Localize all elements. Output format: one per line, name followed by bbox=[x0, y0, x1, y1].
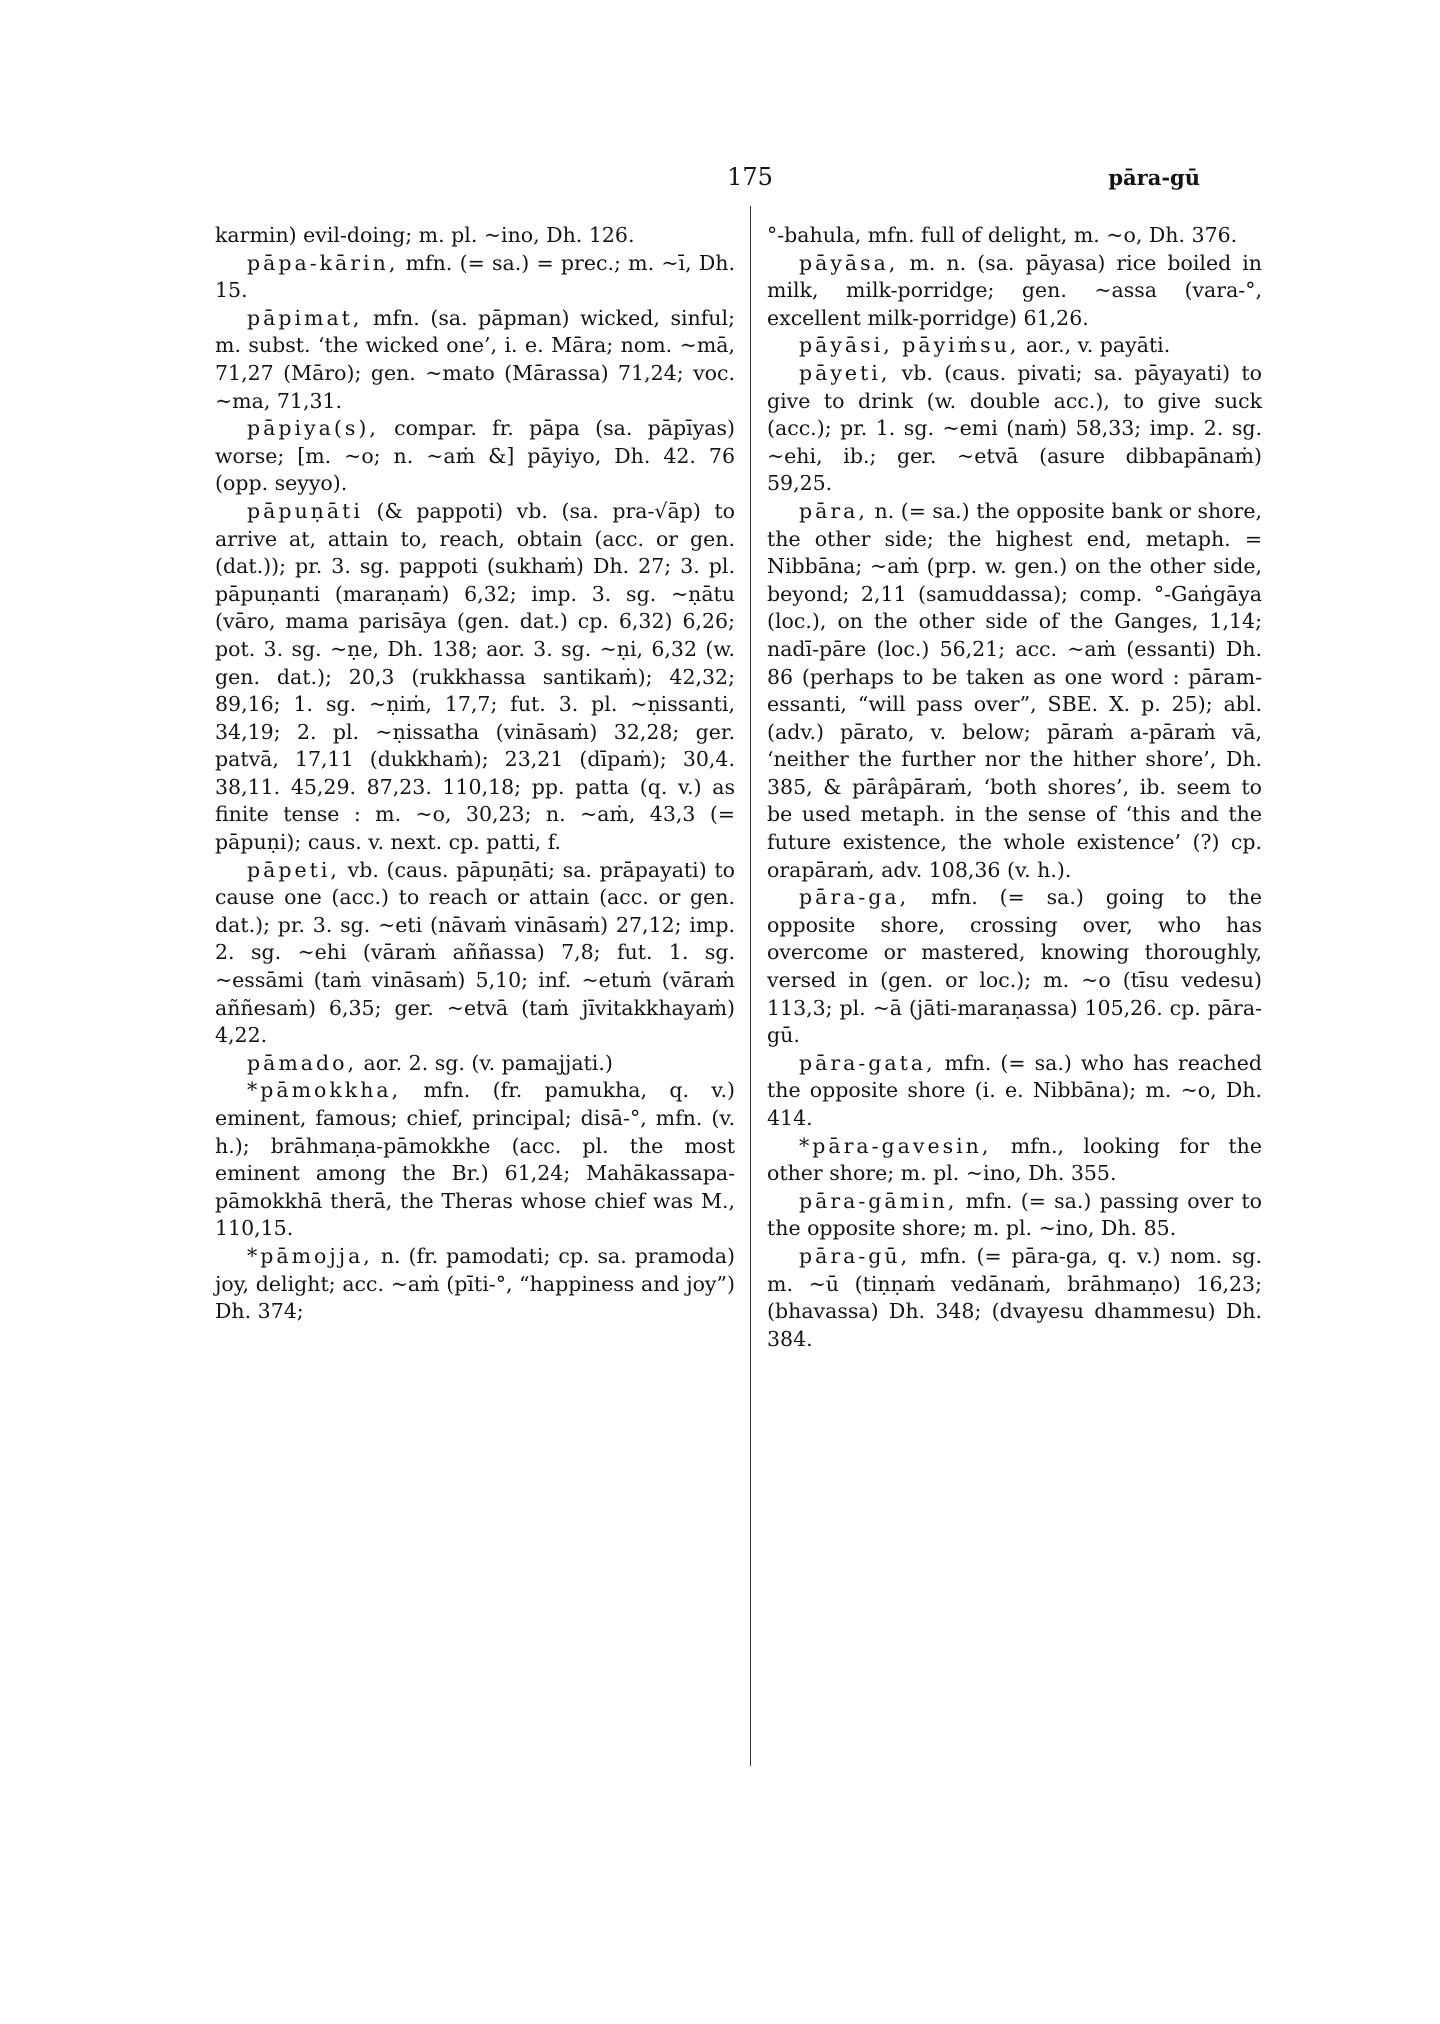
dictionary-entry bbox=[767, 222, 1262, 250]
entry-text: mfn. (= sa.) who has reached the opposite shore (i. e. Nibbāna); m. ~o, Dh. 414. bbox=[767, 1050, 1262, 1130]
entry-headword: pāra-gāmin, bbox=[799, 1188, 958, 1213]
entry-text: (& pappoti) vb. (sa. pra-√āp) to arrive at, attain to, reach, obtain (acc. or gen. (dat.)); pr. 3. sg. pappoti (sukhaṁ) Dh. 27; 3. pl. pāpuṇanti (maraṇaṁ) 6,32; imp. 3. sg. ~ṇātu (vāro, mama parisāya (gen. dat.) cp. 6,32) 6,26; pot. 3. sg. ~ṇe, Dh. 138; aor. 3. sg. ~ṇi, 6,32 (w. gen. dat.); 20,3 (rukkhassa santikaṁ); 42,32; 89,16; 1. sg. ~ṇiṁ, 17,7; fut. 3. pl. ~ṇissanti, 34,19; 2. pl. ~ṇissatha (vināsaṁ) 32,28; ger. patvā, 17,11 (dukkhaṁ); 23,21 (dīpaṁ); 30,4. 38,11. 45,29. 87,23. 110,18; pp. patta (q. v.) as finite tense : m. ~o, 30,23; n. ~aṁ, 43,3 (= pāpuṇi); caus. v. next. cp. patti, f. bbox=[215, 498, 735, 855]
dictionary-entry bbox=[767, 250, 1262, 333]
dictionary-entry bbox=[767, 332, 1262, 360]
entry-text: mfn. (sa. pāpman) wicked, sinful; m. subst. ‘the wicked one’, i. e. Māra; nom. ~mā, 71,27 (Māro); gen. ~mato (Mārassa) 71,24; voc. ~ma, 71,31. bbox=[215, 305, 735, 413]
running-head: pāra-gū bbox=[1108, 165, 1200, 190]
dictionary-entry bbox=[767, 1188, 1262, 1243]
dictionary-entry bbox=[767, 1133, 1262, 1188]
page-number: 175 bbox=[727, 163, 773, 191]
dictionary-entry bbox=[767, 884, 1262, 1050]
entry-headword: pāpuṇāti bbox=[247, 498, 363, 523]
entry-text: mfn. (= sa.) passing over to the opposite shore; m. pl. ~ino, Dh. 85. bbox=[767, 1188, 1262, 1241]
column-divider bbox=[750, 206, 751, 1766]
entry-headword: pāra-gata, bbox=[799, 1050, 936, 1075]
dictionary-entry bbox=[767, 498, 1262, 884]
entry-text: n. (= sa.) the opposite bank or shore, the other side; the highest end, metaph. = Nibbāna; ~aṁ (prp. w. gen.) on the other side, beyond; 2,11 (samuddassa); comp. °-Gaṅgāya (loc.), on the other side of the Ganges, 1,14; nadī-pāre (loc.) 56,21; acc. ~aṁ (essanti) Dh. 86 (perhaps to be taken as one word : pāram-essanti, “will pass over”, SBE. X. p. 25); abl. (adv.) pārato, v. below; pāraṁ a-pāraṁ vā, ‘neither the further nor the hither shore’, Dh. 385, & pārâpāraṁ, ‘both shores’, ib. seem to be used metaph. in the sense of ‘this and the future existence, the whole existence’ (?) cp. orapāraṁ, adv. 108,36 (v. h.). bbox=[767, 498, 1262, 882]
left-column bbox=[215, 222, 735, 1326]
entry-text: n. (fr. pamodati; cp. sa. pramoda) joy, delight; acc. ~aṁ (pīti-°, “happiness and joy”) Dh. 374; bbox=[215, 1243, 735, 1324]
entry-text: mfn., looking for the other shore; m. pl. ~ino, Dh. 355. bbox=[767, 1133, 1262, 1186]
entry-text: mfn. (fr. pamukha, q. v.) eminent, famous; chief, principal; disā-°, mfn. (v. h.); brāhmaṇa-pāmokkhe (acc. pl. the most eminent among the Br.) 61,24; Mahākassapa-pāmokkhā therā, the Theras whose chief was M., 110,15. bbox=[215, 1078, 735, 1241]
entry-headword: pāyāsa, bbox=[799, 250, 899, 275]
entry-text: vb. (caus. pāpuṇāti; sa. prāpayati) to cause one (acc.) to reach or attain (acc. or gen. dat.); pr. 3. sg. ~eti (nāvaṁ vināsaṁ) 27,12; imp. 2. sg. ~ehi (vāraṁ aññassa) 7,8; fut. 1. sg. ~essāmi (taṁ vināsaṁ) 5,10; inf. ~etuṁ (vāraṁ aññesaṁ) 6,35; ger. ~etvā (taṁ jīvitakkhayaṁ) 4,22. bbox=[215, 857, 735, 1048]
entry-headword: *pāra-gavesin, bbox=[799, 1133, 992, 1158]
entry-headword: pāpiya(s), bbox=[247, 416, 379, 441]
dictionary-entry bbox=[215, 305, 735, 415]
entry-headword: pāra-gū, bbox=[799, 1243, 911, 1268]
entry-text: compar. fr. pāpa (sa. pāpīyas) worse; [m. ~o; n. ~aṁ &] pāyiyo, Dh. 42. 76 (opp. seyyo). bbox=[215, 416, 735, 496]
entry-text: karmin) evil-doing; m. pl. ~ino, Dh. 126. bbox=[215, 223, 635, 247]
dictionary-entry bbox=[767, 1050, 1262, 1133]
entry-text: mfn. (= sa.) going to the opposite shore, crossing over, who has overcome or mastered, knowing thoroughly, versed in (gen. or loc.); m. ~o (tīsu vedesu) 113,3; pl. ~ā (jāti-maraṇassa) 105,26. cp. pāra-gū. bbox=[767, 885, 1262, 1048]
entry-text: mfn. (= pāra-ga, q. v.) nom. sg. m. ~ū (tiṇṇaṁ vedānaṁ, brāhmaṇo) 16,23; (bhavassa) Dh. 348; (dvayesu dhammesu) Dh. 384. bbox=[767, 1243, 1262, 1351]
entry-headword: pāpa-kārin, bbox=[247, 250, 399, 275]
entry-text: mfn. (= sa.) = prec.; m. ~ī, Dh. 15. bbox=[215, 250, 735, 303]
dictionary-entry bbox=[767, 1243, 1262, 1353]
entry-headword: *pāmokkha, bbox=[247, 1078, 402, 1103]
right-column bbox=[767, 222, 1262, 1353]
entry-headword: pāyeti, bbox=[799, 360, 891, 385]
dictionary-entry bbox=[215, 222, 735, 250]
dictionary-entry bbox=[215, 498, 735, 857]
entry-headword: pāra, bbox=[799, 498, 868, 523]
entry-text: aor. 2. sg. (v. pamajjati.) bbox=[363, 1050, 613, 1075]
dictionary-entry bbox=[767, 360, 1262, 498]
entry-text: °-bahula, mfn. full of delight, m. ~o, Dh. 376. bbox=[767, 223, 1238, 247]
entry-headword: pāpeti, bbox=[247, 857, 340, 882]
entry-text: vb. (caus. pivati; sa. pāyayati) to give to drink (w. double acc.), to give suck (acc.); pr. 1. sg. ~emi (naṁ) 58,33; imp. 2. sg. ~ehi, ib.; ger. ~etvā (asure dibbapānaṁ) 59,25. bbox=[767, 360, 1262, 496]
dictionary-entry bbox=[215, 1077, 735, 1243]
entry-text: aor., v. payāti. bbox=[1025, 333, 1171, 358]
dictionary-entry bbox=[215, 250, 735, 305]
entry-headword: pāpimat, bbox=[247, 305, 363, 330]
entry-headword: pāmado, bbox=[247, 1050, 357, 1075]
dictionary-entry bbox=[215, 1243, 735, 1326]
entry-headword: *pāmojja, bbox=[247, 1243, 373, 1268]
dictionary-entry bbox=[215, 857, 735, 1050]
dictionary-entry bbox=[215, 1050, 735, 1078]
entry-headword: pāyāsi, pāyiṁsu, bbox=[799, 333, 1020, 358]
dictionary-entry bbox=[215, 415, 735, 498]
entry-text: m. n. (sa. pāyasa) rice boiled in milk, milk-porridge; gen. ~assa (vara-°, excellent milk-porridge) 61,26. bbox=[767, 250, 1262, 330]
entry-headword: pāra-ga, bbox=[799, 885, 910, 910]
